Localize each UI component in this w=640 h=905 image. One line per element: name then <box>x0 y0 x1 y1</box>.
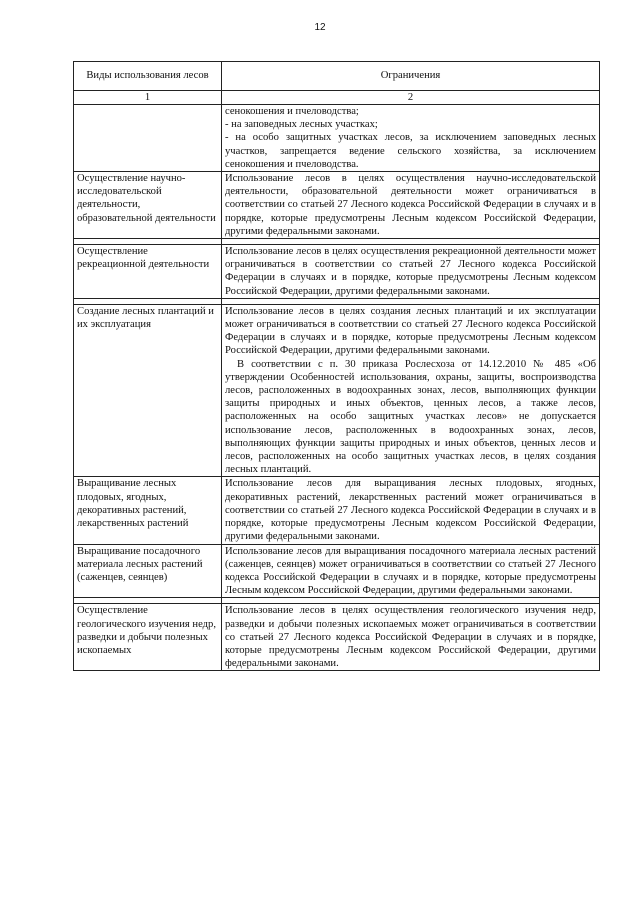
continuation-row <box>74 105 600 172</box>
restriction-text: В соответствии с п. 30 приказа Рослесхоза от 14.12.2010 № 485 «Об утверждении Особенностей использования, охраны, защиты, воспроизводства лесов, расположенных в водоохранных зонах, лесов, выполняющих функции защиты природных и иных объектов, ценных лесов, а также лесов, расположенных на особо защитных участках лесов» не допускается использование лесов, расположенных в водоохранных зонах, лесов, выполняющих функции защиты природных и иных объектов, ценных лесов и лесов, расположенных на особо защитных участках лесов, в целях создания лесных плантаций. <box>225 358 596 476</box>
restriction-cell <box>222 604 600 671</box>
table-row <box>74 604 600 671</box>
continuation-type-cell <box>74 105 222 172</box>
restrictions-table <box>73 61 600 671</box>
restriction-text: Использование лесов в целях осуществления рекреационной деятельности может ограничиваться в соответствии со статьей 27 Лесного кодекса Российской Федерации в случаях и в порядке, которые предусмотрены Лесным кодексом Российской Федерации, другими федеральными законами. <box>225 246 596 297</box>
restriction-cell <box>222 544 600 598</box>
forest-use-type: Создание лесных плантаций и их эксплуатация <box>74 304 222 477</box>
table-row <box>74 172 600 239</box>
continuation-line: сенокошения и пчеловодства; <box>225 106 359 117</box>
forest-use-type: Выращивание посадочного материала лесных растений (саженцев, сеянцев) <box>74 544 222 598</box>
restriction-text: Использование лесов для выращивания посадочного материала лесных растений (саженцев, сеянцев) может ограничиваться в соответствии со статьей 27 Лесного кодекса Российской Федерации в случаях и в порядке, которые предусмотрены Лесным кодексом Российской Федерации, другими федеральными законами. <box>225 545 596 597</box>
restriction-cell <box>222 245 600 299</box>
restriction-text: Использование лесов в целях осуществления геологического изучения недр, разведки и добычи полезных ископаемых может ограничиваться в соответствии со статьей 27 Лесного кодекса Российской Федерации в случаях и в порядке, которые предусмотрены Лесным кодексом Российской Федерации, другими федеральными законами. <box>225 605 596 670</box>
restriction-cell <box>222 304 600 477</box>
header-restrictions: Ограничения <box>222 62 600 91</box>
forest-use-type: Осуществление научно-исследовательской деятельности, образовательной деятельности <box>74 172 222 239</box>
header-forest-use-types: Виды использования лесов <box>74 62 222 91</box>
continuation-line: - на заповедных лесных участках; <box>225 119 378 131</box>
forest-use-type: Выращивание лесных плодовых, ягодных, декоративных растений, лекарственных растений <box>74 477 222 544</box>
column-number-row <box>74 91 600 105</box>
table-row <box>74 544 600 598</box>
table-row <box>74 304 600 477</box>
forest-use-type: Осуществление геологического изучения недр, разведки и добычи полезных ископаемых <box>74 604 222 671</box>
table-row <box>74 477 600 544</box>
restriction-text: Использование лесов в целях создания лесных плантаций и их эксплуатации может ограничиваться в соответствии со статьей 27 Лесного кодекса Российской Федерации в случаях и в порядке, которые предусмотрены Лесным кодексом Российской Федерации, другими федеральными законами. <box>225 305 596 357</box>
table-header-row <box>74 62 600 91</box>
restriction-cell <box>222 477 600 544</box>
column-number-1: 1 <box>74 91 222 105</box>
restriction-cell <box>222 172 600 239</box>
continuation-restriction-cell <box>222 105 600 172</box>
table-row <box>74 245 600 299</box>
forest-use-type: Осуществление рекреационной деятельности <box>74 245 222 299</box>
page-number: 12 <box>314 22 326 33</box>
restriction-text: Использование лесов для выращивания лесных плодовых, ягодных, декоративных растений, лекарственных растений может ограничиваться в соответствии со статьей 27 Лесного кодекса Российской Федерации в случаях и в порядке, которые предусмотрены Лесным кодексом Российской Федерации, другими федеральными законами. <box>225 478 596 543</box>
restriction-text: Использование лесов в целях осуществления научно-исследовательской деятельности, образовательной деятельности может ограничиваться в соответствии со статьей 27 Лесного кодекса Российской Федерации в случаях и в порядке, которые предусмотрены Лесным кодексом Российской Федерации, другими федеральными законами. <box>225 173 596 237</box>
continuation-line: - на особо защитных участках лесов, за исключением заповедных лесных участков, запрещается ведение сельского хозяйства, за исключением сенокошения и пчеловодства. <box>225 132 596 170</box>
column-number-2: 2 <box>222 91 600 105</box>
